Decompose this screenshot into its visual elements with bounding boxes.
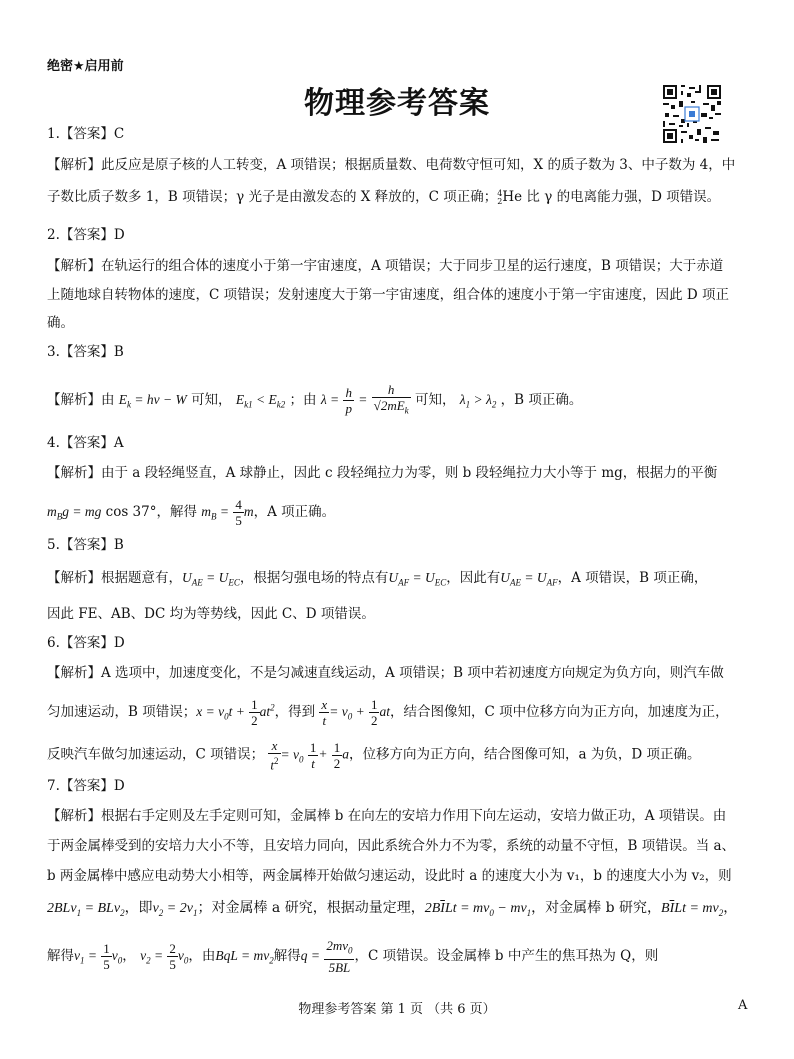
fraction-4-5: $\frac{4}{5}$ <box>235 497 242 528</box>
q3-answer: 3.【答案】B <box>47 344 124 360</box>
formula-balance: $m_Bg$ = mg <box>47 504 102 522</box>
q7-analysis-line5: 解得$v_1$ = $\frac{1}{5}$ $v_0$， $v_2$ = $\frac{2}{5}$ $v_0$，由BqL = $mv_2$解得q = $\frac{2mv_0}{5BL}$ ，C 项错误。设金属棒 b 中产生的焦耳热为 Q，则 <box>47 938 659 975</box>
q5-answer: 5.【答案】B <box>47 537 124 553</box>
q2-analysis-line3: 确。 <box>47 315 74 331</box>
paper-version-mark: A <box>738 998 748 1013</box>
helium-symbol: 4 2 <box>497 188 503 206</box>
q7-analysis-line1: 【解析】根据右手定则及左手定则可知，金属棒 b 在向左的安培力作用下向左运动，安培力做正功，A 项错误。由 <box>47 808 727 824</box>
secret-label: 绝密★启用前 <box>47 59 124 74</box>
formula-displacement: $x = v_0t$ + <box>196 704 245 722</box>
q4-answer: 4.【答案】A <box>47 435 124 451</box>
formula-lambda: λ = <box>320 391 340 407</box>
q6-analysis-line1: 【解析】A 选项中，加速度变化，不是匀减速直线运动，A 项错误；B 项中若初速度方向规定为负方向，则汽车做 <box>47 665 724 681</box>
q2-analysis-line2: 上随地球自转物体的速度，C 项错误；发射速度大于第一宇宙速度，组合体的速度小于第一宇宙速度，因此 D 项正 <box>47 287 730 303</box>
q2-answer: 2.【答案】D <box>47 227 125 243</box>
formula-impulse-b: $B\overline{I}Lt = mv_2$ <box>661 901 724 918</box>
q6-analysis-line3: 反映汽车做匀加速运动，C 项错误； $\frac{x}{t^2}$ = $v_0$ $\frac{1}{t}$ + $\frac{1}{2}$ a，位移方向为正方向，结合图像可知，a 为负，D 项正确。 <box>47 738 701 773</box>
q4-analysis-line2: $m_Bg$ = mg cos 37°，解得 $m_B$ = $\frac{4}{5}$ m，A 项正确。 <box>47 497 336 528</box>
formula-lambda-compare: $\lambda_1 > \lambda_2$ <box>459 391 497 410</box>
formula-uae-uaf: $U_{AE} = U_{AF}$ <box>500 570 558 588</box>
q5-analysis-line2: 因此 FE、AB、DC 均为等势线，因此 C、D 项错误。 <box>47 606 375 622</box>
page-footer: 物理参考答案 第 1 页 （共 6 页） <box>298 1002 496 1017</box>
page-title: 物理参考答案 <box>304 86 490 121</box>
fraction-h-sqrt: $\frac{h}{√2mE_k}$ <box>373 382 409 416</box>
q7-analysis-line2: 于两金属棒受到的安培力大小不等，且安培力同向，因此系统合外力不为零，系统的动量不守恒，B 项错误。当 a、 <box>47 838 736 854</box>
formula-ek: $E_k = h\nu - W$ <box>118 391 187 410</box>
q7-analysis-line3: b 两金属棒中感应电动势大小相等，两金属棒开始做匀速运动，设此时 a 的速度大小为 v₁，b 的速度大小为 v₂，则 <box>47 868 732 884</box>
q2-analysis-line1: 【解析】在轨运行的组合体的速度小于第一宇宙速度，A 项错误；大于同步卫星的运行速度，B 项错误；大于赤道 <box>47 258 724 274</box>
formula-emf-equal: 2BLv$_1$ = BLv$_2$ <box>47 901 125 918</box>
q6-answer: 6.【答案】D <box>47 635 125 651</box>
formula-ek-compare: $E_{k1} < E_{k2}$ <box>235 391 286 410</box>
q1-analysis-line1: 【解析】此反应是原子核的人工转变，A 项错误；根据质量数、电荷数守恒可知，X 的质子数为 3、中子数为 4，中 <box>47 157 736 173</box>
q7-analysis-line4: 2BLv$_1$ = BLv$_2$，即$v_2 = 2v_1$；对金属棒 a 研究，根据动量定理，$2B\overline{I}Lt = mv_0 - mv_1$，对金属棒 b 研究，$B\overline{I}Lt = mv_2$， <box>47 900 738 918</box>
formula-uaf-uec: $U_{AF} = U_{EC}$ <box>388 570 447 588</box>
q4-analysis-line1: 【解析】由于 a 段轻绳竖直，A 球静止，因此 c 段轻绳拉力为零，则 b 段轻绳拉力大小等于 mg，根据力的平衡 <box>47 465 718 481</box>
q3-analysis: 【解析】由 $E_k = h\nu - W$ 可知， $E_{k1} < E_{k2}$ ；由 λ = $\frac{h}{p}$ = $\frac{h}{√2mE_k}$ 可知， $\lambda_1 > \lambda_2$ ，B 项正确。 <box>47 382 757 419</box>
q1-analysis-line2: 子数比质子数多 1，B 项错误；γ 光子是由激发态的 X 释放的，C 项正确；4 2He 比 γ 的电离能力强，D 项错误。 <box>47 188 721 206</box>
q6-analysis-line2: 匀加速运动，B 项错误；$x = v_0t$ + $\frac{1}{2}$ $at^2$，得到 $\frac{x}{t}$ = $v_0$ + $\frac{1}{2}$ at，结合图像知，C 项中位移方向为正方向，加速度为正， <box>47 697 729 728</box>
q7-answer: 7.【答案】D <box>47 778 125 794</box>
formula-uae-uec: $U_{AE} = U_{EC}$ <box>182 570 240 588</box>
fraction-h-p: $\frac{h}{p}$ <box>345 384 352 416</box>
q5-analysis-line1: 【解析】根据题意有，$U_{AE} = U_{EC}$，根据匀强电场的特点有$U_{AF} = U_{EC}$，因此有$U_{AE} = U_{AF}$，A 项错误，B 项正确， <box>47 570 708 588</box>
formula-impulse-a: $2B\overline{I}Lt = mv_0 - mv_1$ <box>424 901 532 918</box>
q1-answer: 1.【答案】C <box>47 126 125 142</box>
